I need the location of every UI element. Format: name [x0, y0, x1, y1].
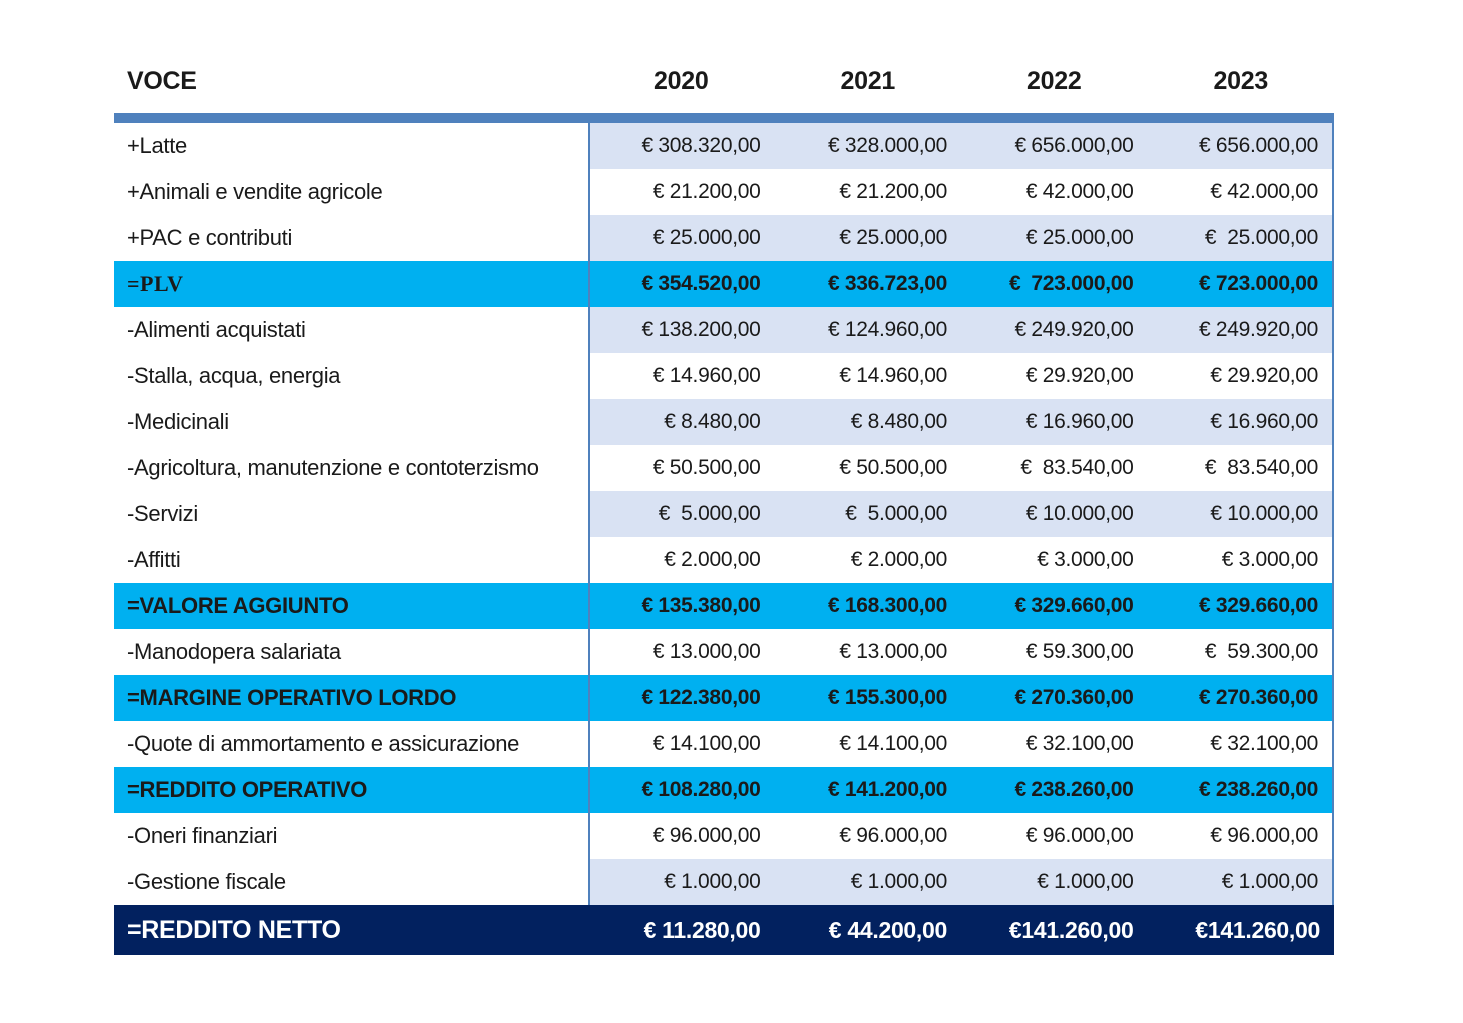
value-cell: € 328.000,00 — [775, 123, 962, 169]
value-cell: € 14.960,00 — [839, 364, 947, 387]
value-cell: € 656.000,00 — [1148, 123, 1335, 169]
value-cell: € 135.380,00 — [588, 583, 775, 629]
value-cell: € 238.260,00 — [1148, 767, 1335, 813]
value-cell: € 249.920,00 — [961, 307, 1148, 353]
value-cell: € 249.920,00 — [1148, 307, 1335, 353]
value-cell: € 44.200,00 — [828, 916, 947, 943]
value-cell: € 10.000,00 — [1148, 491, 1335, 537]
value-cell: € 96.000,00 — [839, 824, 947, 847]
value-cell: € 21.200,00 — [839, 180, 947, 203]
table-row — [114, 445, 1334, 491]
row-label: -Quote di ammortamento e assicurazione — [127, 731, 520, 756]
value-cell: € 336.723,00 — [827, 272, 947, 295]
value-cell: € 108.280,00 — [588, 767, 775, 813]
value-cell: € 14.960,00 — [588, 353, 775, 399]
row-label: =VALORE AGGIUNTO — [127, 593, 349, 618]
table-row — [114, 905, 1334, 955]
value-cell: € 11.280,00 — [643, 916, 761, 943]
table-row — [114, 123, 1334, 169]
table-header-row — [114, 55, 1334, 107]
value-cell: € 25.000,00 — [775, 215, 962, 261]
column-header-2021: 2021 — [840, 66, 895, 95]
value-cell: € 723.000,00 — [1008, 272, 1134, 295]
value-cell: € 723.000,00 — [1148, 261, 1335, 307]
value-cell: € 1.000,00 — [961, 859, 1148, 905]
row-label: =MARGINE OPERATIVO LORDO — [127, 685, 457, 710]
column-header-voce: VOCE — [127, 66, 197, 95]
row-label: -Medicinali — [127, 409, 229, 434]
table-row — [114, 767, 1334, 813]
value-cell: € 329.660,00 — [1148, 583, 1335, 629]
value-cell: € 50.500,00 — [588, 445, 775, 491]
table-row — [114, 537, 1334, 583]
value-cell: € 25.000,00 — [961, 215, 1148, 261]
value-cell: € 96.000,00 — [1025, 824, 1134, 847]
value-cell: € 32.100,00 — [1025, 732, 1134, 755]
value-cell: € 96.000,00 — [1148, 813, 1335, 859]
value-cell: € 124.960,00 — [775, 307, 962, 353]
value-cell: €141.260,00 — [1195, 916, 1320, 943]
value-cell: € 238.260,00 — [1014, 778, 1134, 801]
value-cell: € 42.000,00 — [1148, 169, 1335, 215]
value-cell: € 83.540,00 — [1020, 456, 1134, 479]
value-cell: € 25.000,00 — [588, 215, 775, 261]
row-label: =REDDITO NETTO — [127, 915, 341, 944]
value-cell: € 5.000,00 — [775, 491, 962, 537]
row-label: -Oneri finanziari — [127, 823, 278, 848]
value-cell: € 1.000,00 — [1148, 859, 1335, 905]
row-label: -Affitti — [127, 547, 181, 572]
value-cell: € 14.100,00 — [588, 721, 775, 767]
row-label: -Manodopera salariata — [127, 639, 341, 664]
value-cell: € 2.000,00 — [588, 537, 775, 583]
value-cell: € 2.000,00 — [850, 548, 947, 571]
value-cell: € 32.100,00 — [1148, 721, 1335, 767]
value-cell: € 168.300,00 — [827, 594, 947, 617]
value-cell: € 59.300,00 — [1025, 640, 1134, 663]
table-row — [114, 721, 1334, 767]
table-body — [114, 123, 1334, 955]
value-cell: € 3.000,00 — [1037, 548, 1134, 571]
value-cell: € 3.000,00 — [1148, 537, 1335, 583]
row-label: +Latte — [127, 133, 187, 158]
value-cell: € 122.380,00 — [588, 675, 775, 721]
row-label: =PLV — [127, 271, 184, 296]
table-row — [114, 215, 1334, 261]
table-row — [114, 583, 1334, 629]
value-cell: € 83.540,00 — [1148, 445, 1335, 491]
table-row — [114, 169, 1334, 215]
value-cell: € 8.480,00 — [775, 399, 962, 445]
row-label: -Alimenti acquistati — [127, 317, 306, 342]
value-cell: € 13.000,00 — [839, 640, 947, 663]
table-row — [114, 675, 1334, 721]
value-cell: € 141.200,00 — [827, 778, 947, 801]
column-header-2022: 2022 — [1027, 66, 1082, 95]
value-cell: € 1.000,00 — [775, 859, 962, 905]
table-row — [114, 261, 1334, 307]
value-cell: € 16.960,00 — [961, 399, 1148, 445]
value-cell: € 1.000,00 — [588, 859, 775, 905]
column-header-2023: 2023 — [1213, 66, 1268, 95]
row-label: -Stalla, acqua, energia — [127, 363, 341, 388]
value-cell: € 138.200,00 — [588, 307, 775, 353]
row-label: =REDDITO OPERATIVO — [127, 777, 368, 802]
financial-table — [114, 55, 1334, 955]
value-cell: € 270.360,00 — [1148, 675, 1335, 721]
value-cell: € 25.000,00 — [1148, 215, 1335, 261]
table-row — [114, 813, 1334, 859]
table-row — [114, 353, 1334, 399]
value-cell: € 5.000,00 — [588, 491, 775, 537]
value-cell: € 16.960,00 — [1148, 399, 1335, 445]
value-cell: €141.260,00 — [1008, 916, 1134, 943]
table-row — [114, 307, 1334, 353]
value-cell: € 270.360,00 — [1014, 686, 1134, 709]
row-label: +PAC e contributi — [127, 225, 293, 250]
table-row — [114, 399, 1334, 445]
row-label: -Gestione fiscale — [127, 869, 286, 894]
value-cell: € 42.000,00 — [1025, 180, 1134, 203]
value-cell: € 14.100,00 — [839, 732, 947, 755]
value-cell: € 50.500,00 — [839, 456, 947, 479]
table-row — [114, 491, 1334, 537]
value-cell: € 656.000,00 — [961, 123, 1148, 169]
value-cell: € 21.200,00 — [588, 169, 775, 215]
value-cell: € 13.000,00 — [588, 629, 775, 675]
value-cell: € 329.660,00 — [1014, 594, 1134, 617]
value-cell: € 10.000,00 — [961, 491, 1148, 537]
value-cell: € 8.480,00 — [588, 399, 775, 445]
value-cell: € 96.000,00 — [588, 813, 775, 859]
value-cell: € 155.300,00 — [827, 686, 947, 709]
value-cell: € 59.300,00 — [1148, 629, 1335, 675]
row-label: +Animali e vendite agricole — [127, 179, 383, 204]
row-label: -Servizi — [127, 501, 198, 526]
table-row — [114, 629, 1334, 675]
row-label: -Agricoltura, manutenzione e contoterzismo — [127, 455, 539, 480]
header-divider-bar — [114, 113, 1334, 123]
value-cell: € 29.920,00 — [1025, 364, 1134, 387]
value-cell: € 354.520,00 — [588, 261, 775, 307]
column-header-2020: 2020 — [654, 66, 709, 95]
value-cell: € 308.320,00 — [588, 123, 775, 169]
value-cell: € 29.920,00 — [1148, 353, 1335, 399]
table-row — [114, 859, 1334, 905]
